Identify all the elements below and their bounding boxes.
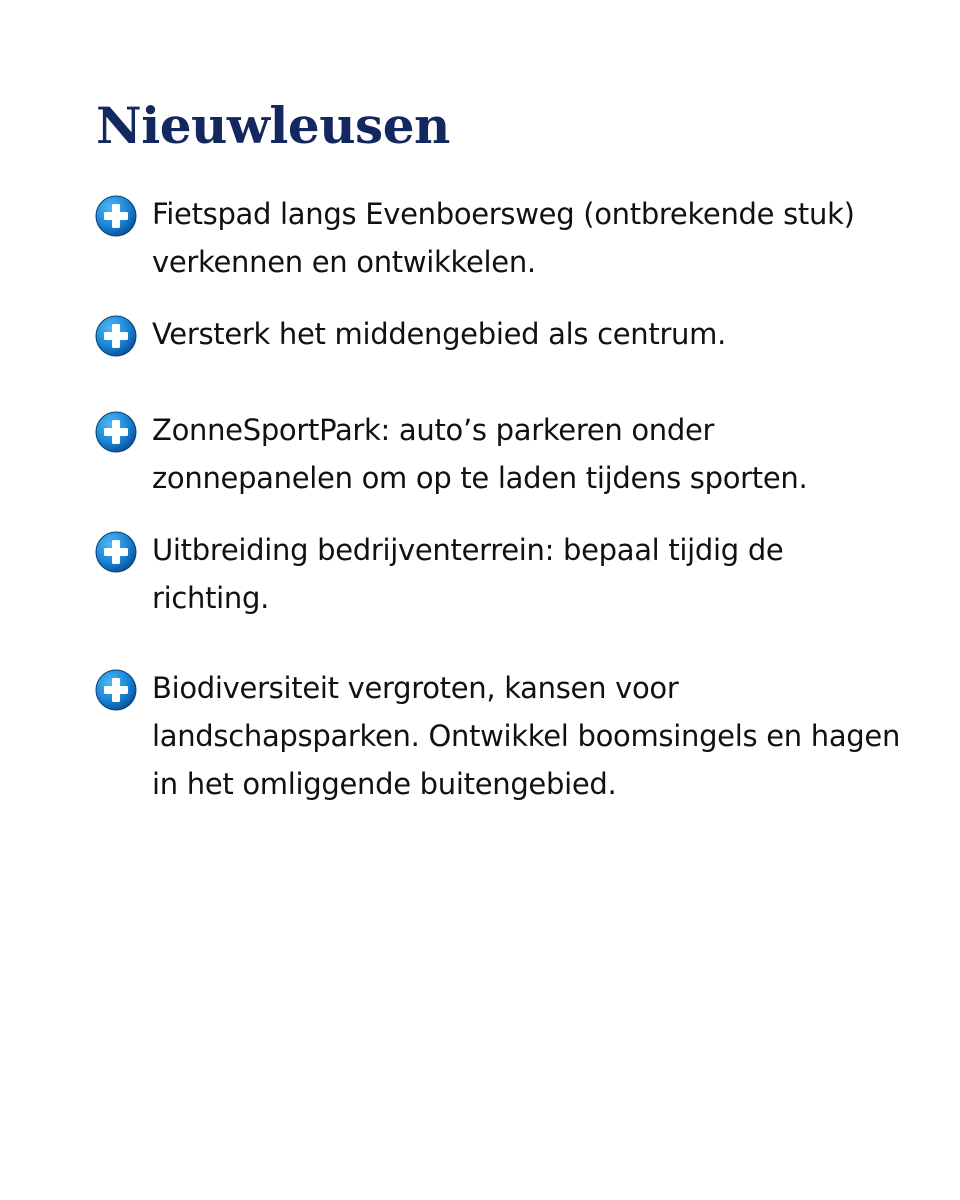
list-item-text: Versterk het middengebied als centrum. bbox=[152, 317, 727, 351]
plus-circle-icon bbox=[94, 668, 138, 712]
list-item-text: Uitbreiding bedrijventerrein: bepaal tijdig de richting. bbox=[152, 533, 784, 615]
list-item-text: ZonneSportPark: auto’s parkeren onder zonnepanelen om op te laden tijdens sporten. bbox=[152, 413, 808, 495]
list-item-text: Biodiversiteit vergroten, kansen voor landschapsparken. Ontwikkel boomsingels en hagen in het omliggende buitengebied. bbox=[152, 671, 901, 801]
plus-circle-icon bbox=[94, 410, 138, 454]
list-item-text: Fietspad langs Evenboersweg (ontbrekende stuk) verkennen en ontwikkelen. bbox=[152, 197, 855, 279]
plus-circle-icon bbox=[94, 530, 138, 574]
plus-circle-icon bbox=[94, 314, 138, 358]
page-title: Nieuwleusen bbox=[96, 96, 450, 155]
plus-circle-icon bbox=[94, 194, 138, 238]
